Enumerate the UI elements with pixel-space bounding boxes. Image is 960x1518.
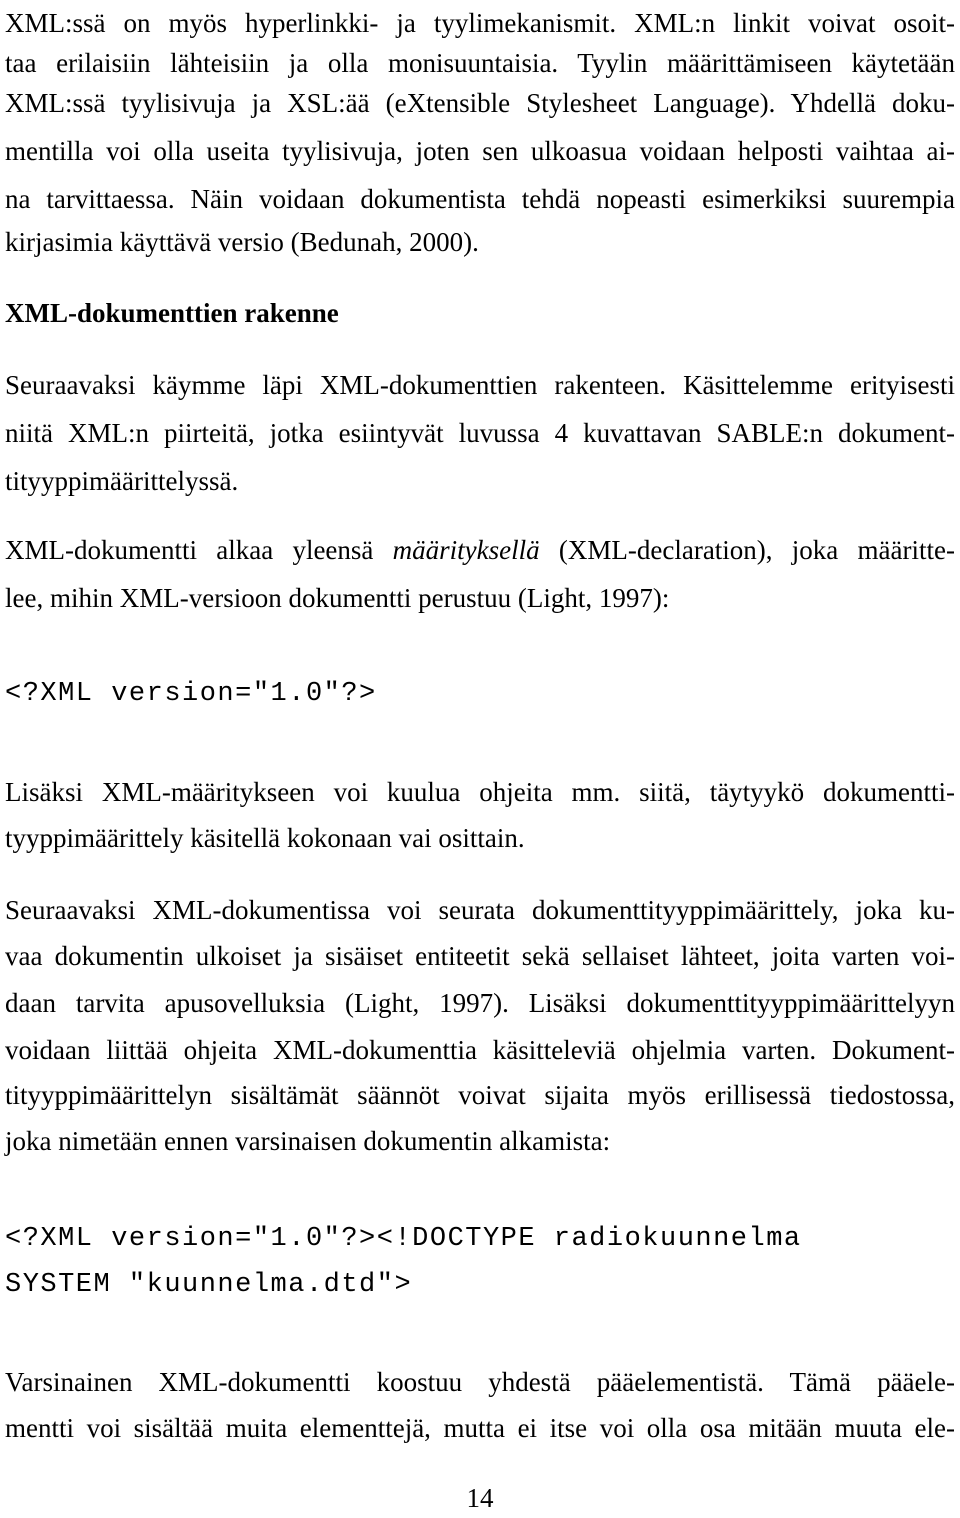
paragraph-5-line-1: Seuraavaksi XML-dokumentissa voi seurata dokumenttityyppimäärittely, joka ku- [5, 895, 955, 925]
paragraph-2-line-1: Seuraavaksi käymme läpi XML-dokumenttien rakenteen. Käsittelemme erityisesti [5, 370, 955, 400]
paragraph-1-line-6: kirjasimia käyttävä versio (Bedunah, 2000). [5, 227, 479, 257]
paragraph-2-line-3: tityyppimäärittelyssä. [5, 466, 239, 496]
paragraph-2-line-2: niitä XML:n piirteitä, jotka esiintyvät luvussa 4 kuvattavan SABLE:n dokument- [5, 418, 955, 448]
paragraph-1-line-5: na tarvittaessa. Näin voidaan dokumentista tehdä nopeasti esimerkiksi suurempia [5, 184, 955, 214]
paragraph-1-line-4: mentilla voi olla useita tyylisivuja, joten sen ulkoasua voidaan helposti vaihtaa ai- [5, 136, 955, 166]
emphasized-term: määrityksellä [392, 535, 540, 565]
paragraph-4-line-1: Lisäksi XML-määritykseen voi kuulua ohjeita mm. siitä, täytyykö dokumentti- [5, 777, 955, 807]
paragraph-5-line-3: daan tarvita apusovelluksia (Light, 1997). Lisäksi dokumenttityyppimäärittelyyn [5, 988, 955, 1018]
paragraph-1-line-2: taa erilaisiin lähteisiin ja olla monisuuntaisia. Tyylin määrittämiseen käytetään [5, 48, 955, 78]
section-heading: XML-dokumenttien rakenne [5, 298, 339, 328]
page-number: 14 [466, 1483, 494, 1513]
paragraph-4-line-2: tyyppimäärittely käsitellä kokonaan vai osittain. [5, 823, 525, 853]
code-doctype-line-2: SYSTEM "kuunnelma.dtd"> [5, 1270, 413, 1300]
paragraph-3-text-after: (XML-declaration), joka määritte- [539, 535, 955, 565]
paragraph-5-line-5: tityyppimäärittelyn sisältämät säännöt voivat sijaita myös erillisessä tiedostossa, [5, 1080, 955, 1110]
paragraph-6-line-1: Varsinainen XML-dokumentti koostuu yhdestä pääelementistä. Tämä pääele- [5, 1367, 955, 1397]
paragraph-3-text-before: XML-dokumentti alkaa yleensä [5, 535, 393, 565]
paragraph-5-line-6: joka nimetään ennen varsinaisen dokumentin alkamista: [5, 1126, 611, 1156]
paragraph-5-line-2: vaa dokumentin ulkoiset ja sisäiset entiteetit sekä sellaiset lähteet, joita varten voi- [5, 941, 955, 971]
code-doctype-line-1: <?XML version="1.0"?><!DOCTYPE radiokuunnelma [5, 1224, 802, 1254]
paragraph-6-line-2: mentti voi sisältää muita elementtejä, mutta ei itse voi olla osa mitään muuta ele- [5, 1413, 955, 1443]
paragraph-1-line-1: XML:ssä on myös hyperlinkki- ja tyylimekanismit. XML:n linkit voivat osoit- [5, 8, 955, 38]
paragraph-5-line-4: voidaan liittää ohjeita XML-dokumenttia käsitteleviä ohjelmia varten. Dokument- [5, 1035, 955, 1065]
paragraph-3-line-1 [5, 527, 955, 574]
paragraph-1-line-3: XML:ssä tyylisivuja ja XSL:ää (eXtensible Stylesheet Language). Yhdellä doku- [5, 88, 955, 118]
paragraph-3-line-2: lee, mihin XML-versioon dokumentti perustuu (Light, 1997): [5, 583, 670, 613]
code-xml-declaration: <?XML version="1.0"?> [5, 679, 377, 709]
